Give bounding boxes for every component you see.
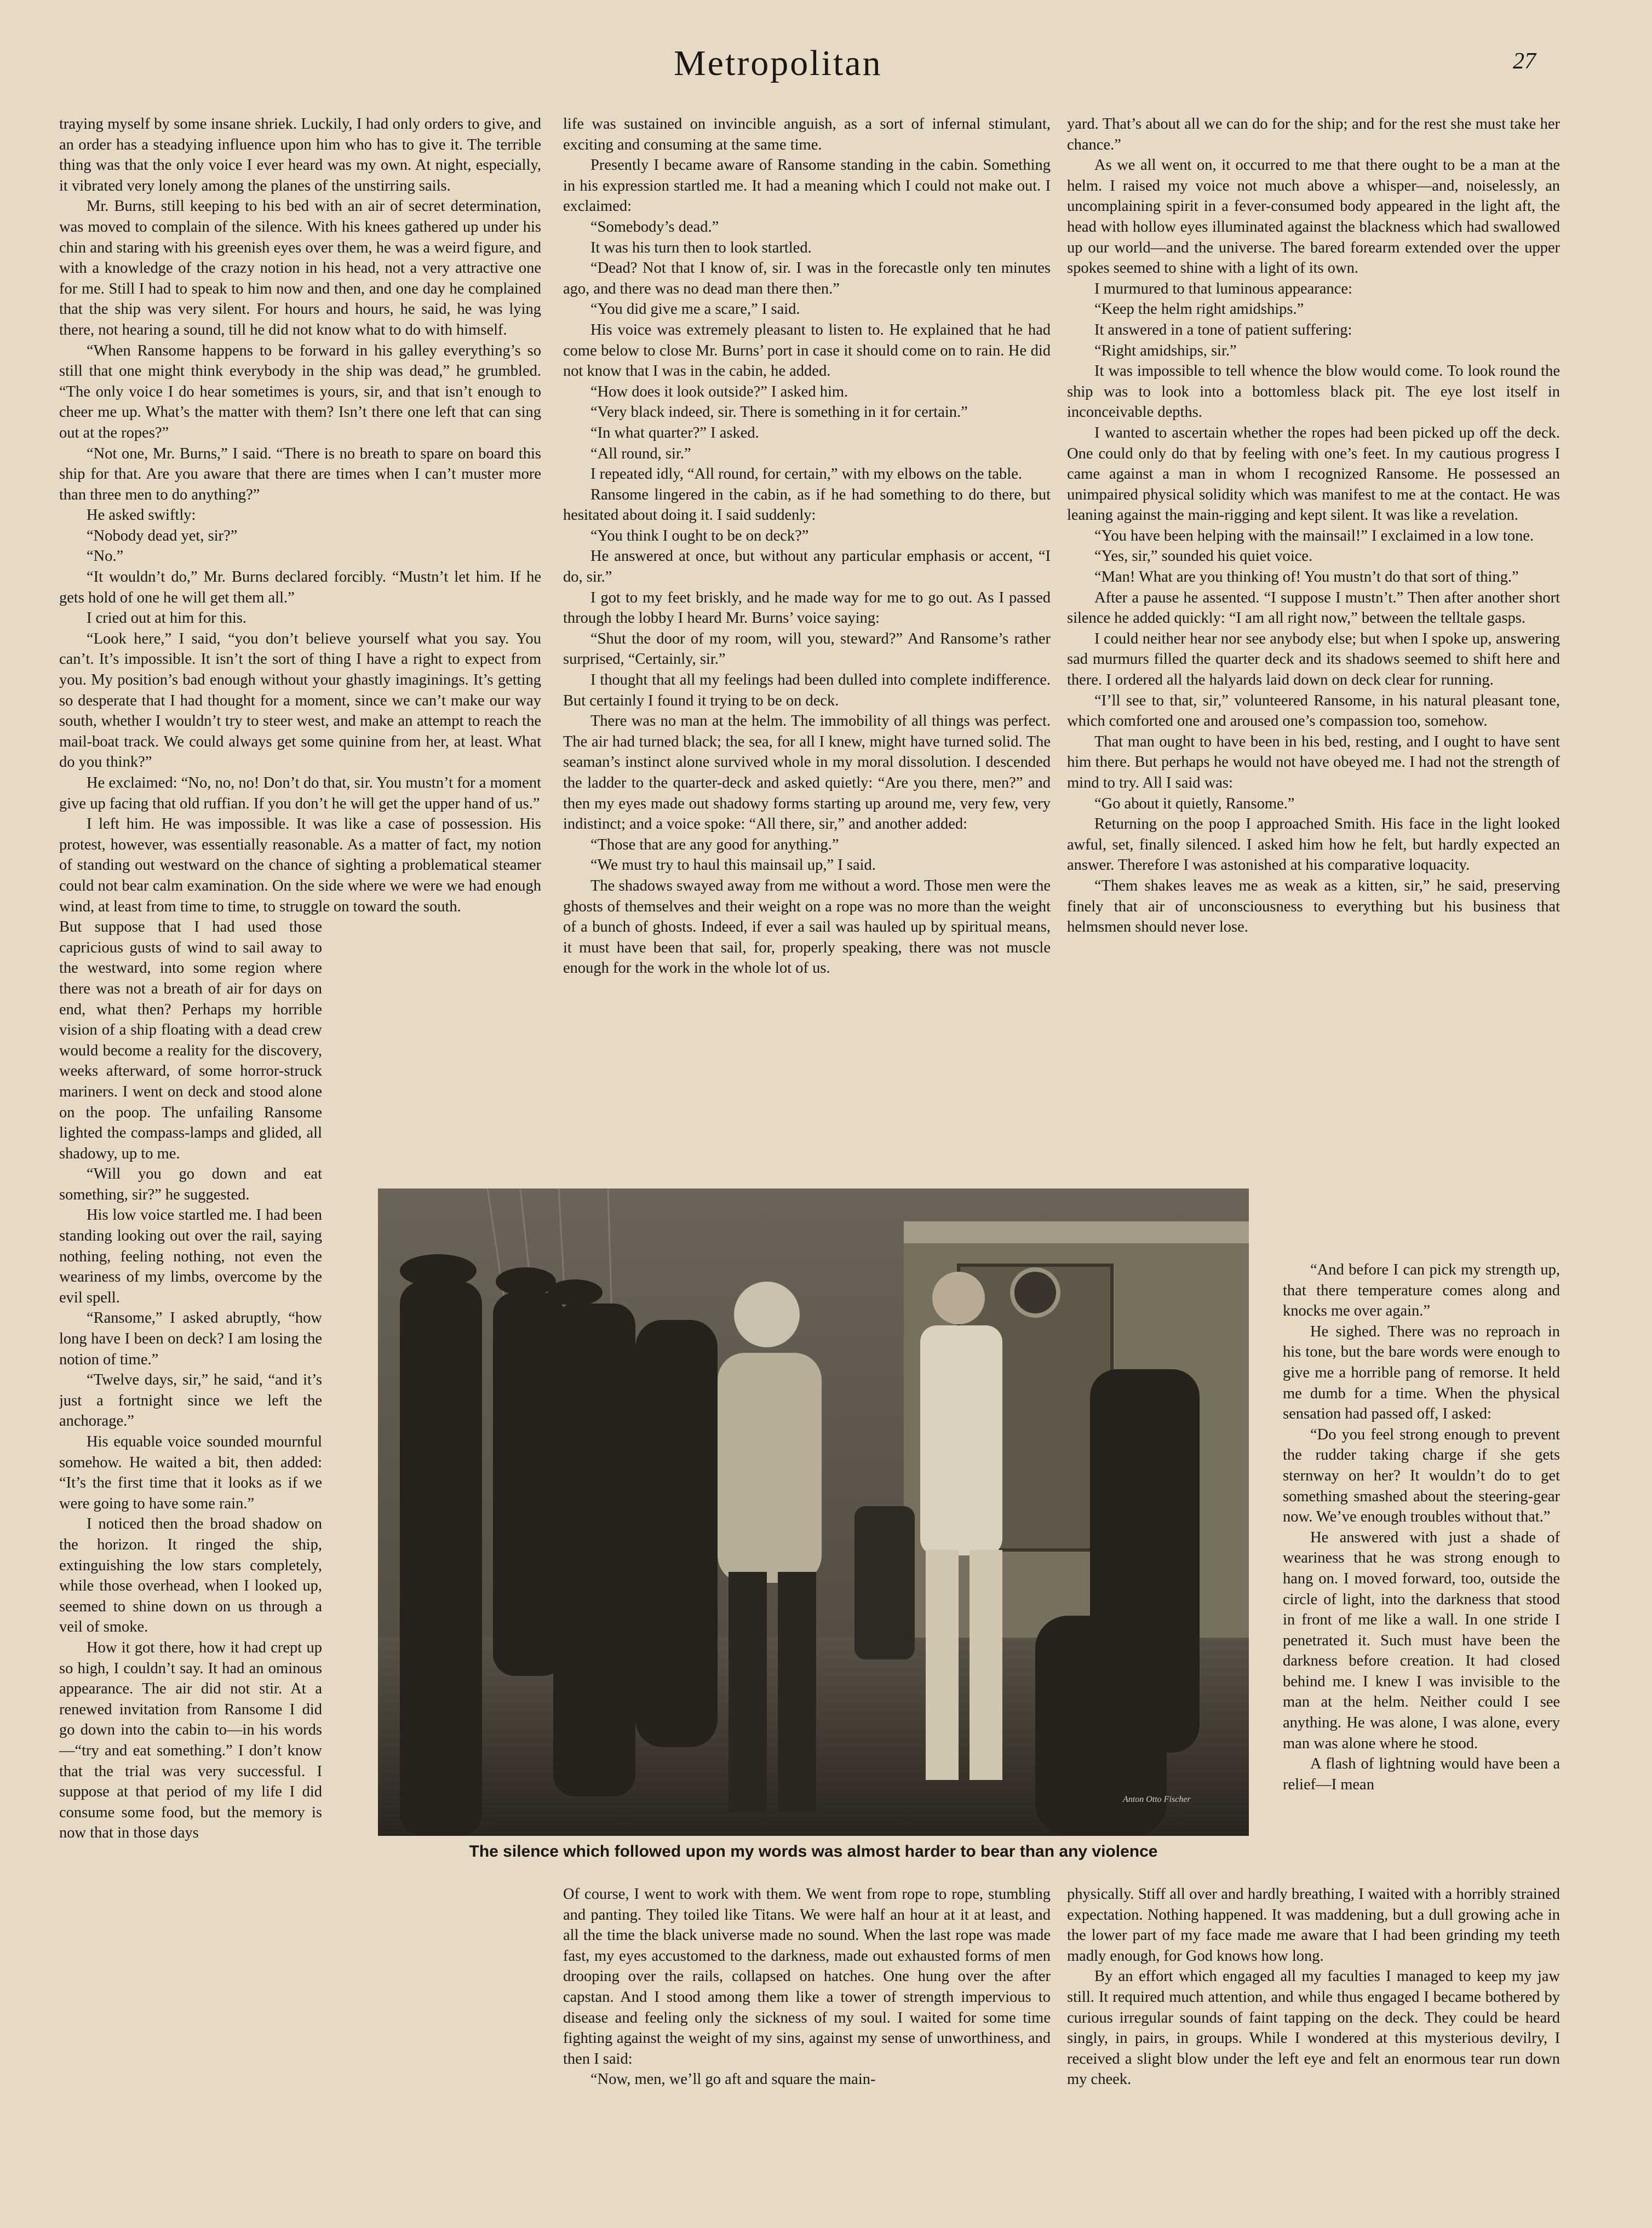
col1_narrow-paragraph: But suppose that I had used those capricious gusts of wind to sail away to the westward, into some region where there was not a breath of air for days on end, what then? Perhaps my horrible vision of a ship floating with a dead crew would become a reality for the discovery, weeks afterward, of some horror-struck mariners. I went on deck and stood alone on the poop. The unfailing Ransome lighted the compass-lamps and glided, all shadowy, up to me. bbox=[59, 918, 322, 1162]
column-1-body bbox=[59, 114, 541, 917]
col2-paragraph: “Dead? Not that I know of, sir. I was in the forecastle only ten minutes ago, and there was no dead man there then.” bbox=[563, 260, 1051, 297]
col1-paragraph: “When Ransome happens to be forward in his galley everything’s so still that one might think everybody in the ship was dead,” he grumbled. “The only voice I do hear sometimes is yours, sir, and that isn’t enough to cheer me up. What’s the matter with them? Isn’t there one left that can sing out at the ropes?” bbox=[59, 342, 541, 441]
col1_narrow-paragraph: “Twelve days, sir,” he said, “and it’s just a fortnight since we left the anchorage.” bbox=[59, 1371, 322, 1430]
col2-paragraph: life was sustained on invincible anguish, as a sort of infernal stimulant, exciting and consuming at the same time. bbox=[563, 116, 1051, 153]
col1-paragraph: “Not one, Mr. Burns,” I said. “There is no breath to spare on board this ship for that. Are you aware that there are times when I can’t muster more than three men to do anything?” bbox=[59, 445, 541, 503]
col3-paragraph: “Keep the helm right amidships.” bbox=[1094, 301, 1304, 318]
column-1-narrow-body bbox=[59, 917, 322, 1844]
col3-paragraph: I murmured to that luminous appearance: bbox=[1094, 280, 1352, 297]
col3-paragraph: I could neither hear nor see anybody else; but when I spoke up, answering sad murmurs filled the quarter deck and its shadows seemed to shift here and there. I ordered all the halyards laid down on deck clear for running. bbox=[1067, 630, 1560, 689]
col3b-paragraph: He answered with just a shade of weariness that he was strong enough to hang on. I moved forward, too, outside the circle of light, into the darkness that stood in front of me like a wall. In one stride I penetrated it. Such must have been the darkness before creation. It had closed behind me. I knew I was invisible to the man at the helm. Neither could I see anything. He was alone, I was alone, every man was alone where he stood. bbox=[1283, 1529, 1560, 1752]
illustration-caption: The silence which followed upon my words was almost harder to bear than any violence bbox=[469, 1842, 1158, 1861]
col1-paragraph: Mr. Burns, still keeping to his bed with an air of secret determination, was moved to complain of the silence. With his knees gathered up under his chin and staring with his greenish eyes over them, he was a weird figure, and with a knowledge of the crazy notion in his head, not a very attractive one for me. Still I had to speak to him now and then, and one day he complained that the ship was very silent. For hours and hours, he said, he was lying there, not hearing a sound, till he did not know what to do with himself. bbox=[59, 198, 541, 338]
col2-paragraph: “You think I ought to be on deck?” bbox=[590, 527, 809, 544]
column-3 bbox=[1067, 114, 1560, 1256]
col2-paragraph: “Those that are any good for anything.” bbox=[590, 836, 839, 853]
col3-paragraph: That man ought to have been in his bed, resting, and I ought to have sent him there. But perhaps he would not have obeyed me. I had not the strength of mind to try. All I said was: bbox=[1067, 733, 1560, 791]
col1-paragraph: I left him. He was impossible. It was like a case of possession. His protest, however, was essentially reasonable. As a matter of fact, my notion of standing out westward on the chance of sighting a problematical steamer could not bear calm examination. On the side where we were we had enough wind, at least from time to time, to struggle on toward the south. bbox=[59, 816, 541, 915]
col2-paragraph: His voice was extremely pleasant to listen to. He explained that he had come below to close Mr. Burns’ port in case it should come on to rain. He did not know that I was in the cabin, he added. bbox=[563, 321, 1051, 380]
column-2-lower bbox=[563, 1884, 1051, 2213]
col3-paragraph: It was impossible to tell whence the blow would come. To look round the ship was to look into a bottomless black pit. The eye lost itself in inconceivable depths. bbox=[1067, 363, 1560, 421]
col3-paragraph: “Yes, sir,” sounded his quiet voice. bbox=[1094, 548, 1313, 565]
col1-paragraph: “It wouldn’t do,” Mr. Burns declared forcibly. “Mustn’t let him. If he gets hold of one he will get them all.” bbox=[59, 569, 541, 606]
col3-paragraph: It answered in a tone of patient suffering: bbox=[1094, 321, 1352, 338]
col3-paragraph: “Them shakes leaves me as weak as a kitten, sir,” he said, preserving finely that air of unconsciousness to everything but his business that helmsmen should never lose. bbox=[1067, 877, 1560, 936]
col2-paragraph: “We must try to haul this mainsail up,” I said. bbox=[590, 857, 876, 874]
col3-paragraph: “Right amidships, sir.” bbox=[1094, 342, 1237, 359]
col1_narrow-paragraph: How it got there, how it had crept up so high, I couldn’t say. It had an ominous appearance. The air did not stir. At a renewed invitation from Ransome I did go down into the cabin to—in his words—“try and eat something.” I don’t know that the trial was very successful. I suppose at that period of my life I did consume some food, but the memory is now that in those days bbox=[59, 1639, 322, 1842]
col3b-paragraph: “And before I can pick my strength up, that there temperature comes along and knocks me over again.” bbox=[1283, 1261, 1560, 1320]
col1-paragraph: He exclaimed: “No, no, no! Don’t do that, sir. You mustn’t for a moment give up facing that old ruffian. If you don’t he will get the upper hand of us.” bbox=[59, 774, 541, 812]
col1_narrow-paragraph: His low voice startled me. I had been standing looking out over the rail, saying nothing, feeling nothing, not even the weariness of my limbs, overcome by the evil spell. bbox=[59, 1207, 322, 1306]
col1-paragraph: “Nobody dead yet, sir?” bbox=[87, 527, 238, 544]
col2-paragraph: “How does it look outside?” I asked him. bbox=[590, 383, 848, 400]
col3-paragraph: I wanted to ascertain whether the ropes had been picked up off the deck. One could only do that by feeling with one’s feet. In my cautious progress I came against a man in whom I recognized Ransome. He possessed an unimpaired physical solidity which was manifest to me at the contact. He was leaning against the main-rigging and kept silent. It was like a revelation. bbox=[1067, 424, 1560, 524]
col3b-paragraph: “Do you feel strong enough to prevent the rudder taking charge if she gets sternway on her? It wouldn’t do to get something smashed about the steering-gear now. We’ve enough troubles without that.” bbox=[1283, 1426, 1560, 1526]
col3c-paragraph: physically. Stiff all over and hardly breathing, I waited with a horribly strained expectation. Nothing happened. It was maddening, but a dull growing ache in the lower part of my face made me aware that I had been grinding my teeth madly enough, for God knows how long. bbox=[1067, 1886, 1560, 1965]
col1-paragraph: “Look here,” I said, “you don’t believe yourself what you say. You can’t. It’s impossible. It isn’t the sort of thing I have a right to expect from you. My position’s bad enough without your ghastly imaginings. It’s getting so desperate that I had thought for a moment, since we can’t make our way south, whether I wouldn’t try to steer west, and make an attempt to reach the mail-boat track. We could always get some quinine from her, at least. What do you think?” bbox=[59, 630, 541, 771]
col3-paragraph: “I’ll see to that, sir,” volunteered Ransome, in his natural pleasant tone, which comforted one and aroused one’s compassion too, somehow. bbox=[1067, 692, 1560, 730]
column-1 bbox=[59, 114, 541, 2228]
col1-paragraph: traying myself by some insane shriek. Luckily, I had only orders to give, and an order has a steadying influence upon him who has to give it. The terrible thing was that the only voice I ever heard was my own. At night, especially, it vibrated very lonely among the planes of the unstirring sails. bbox=[59, 116, 541, 194]
col3-paragraph: “You have been helping with the mainsail!” I exclaimed in a low tone. bbox=[1094, 527, 1534, 544]
magazine-title: Metropolitan bbox=[674, 43, 882, 83]
page-number: 27 bbox=[1513, 49, 1536, 74]
col2-paragraph: “You did give me a scare,” I said. bbox=[590, 301, 800, 318]
col3c-paragraph: By an effort which engaged all my faculties I managed to keep my jaw still. It required much attention, and while thus engaged I became bothered by curious irregular sounds of faint tapping on the deck. They could be heard singly, in pairs, in groups. While I wondered at this mysterious devilry, I received a slight blow under the left eye and felt an enormous tear run down my cheek. bbox=[1067, 1968, 1560, 2088]
col1_narrow-paragraph: “Ransome,” I asked abruptly, “how long have I been on deck? I am losing the notion of time.” bbox=[59, 1310, 322, 1368]
column-2 bbox=[563, 114, 1051, 1171]
col2-paragraph: It was his turn then to look startled. bbox=[590, 239, 812, 256]
col3-paragraph: “Man! What are you thinking of! You mustn’t do that sort of thing.” bbox=[1094, 569, 1519, 586]
col2-paragraph: “Shut the door of my room, will you, steward?” And Ransome’s rather surprised, “Certainly, sir.” bbox=[563, 630, 1051, 668]
col3b-paragraph: A flash of lightning would have been a relief—I mean bbox=[1283, 1755, 1560, 1793]
col1_narrow-paragraph: I noticed then the broad shadow on the horizon. It ringed the ship, extinguishing the low stars completely, while those overhead, when I looked up, seemed to shine down on us through a veil of smoke. bbox=[59, 1515, 322, 1636]
col2-paragraph: “Somebody’s dead.” bbox=[590, 218, 719, 236]
col2-paragraph: I repeated idly, “All round, for certain,” with my elbows on the table. bbox=[590, 466, 1022, 483]
col3-paragraph: After a pause he assented. “I suppose I mustn’t.” Then after another short silence he added quickly: “I am all right now,” between the telltale gasps. bbox=[1067, 589, 1560, 627]
col2b-paragraph: Of course, I went to work with them. We went from rope to rope, stumbling and panting. They toiled like Titans. We were half an hour at it at least, and all the time the black universe made no sound. When the last rope was made fast, my eyes accustomed to the darkness, made out exhausted forms of men drooping over the rails, collapsed on hatches. One hung over the after capstan. And I stood among them like a tower of strength impervious to disease and feeling only the sickness of my soul. I waited for some time fighting against the weight of my sins, against my sense of unworthiness, and then I said: bbox=[563, 1886, 1051, 2068]
column-3-narrow bbox=[1283, 1260, 1560, 1895]
col2-paragraph: Ransome lingered in the cabin, as if he had something to do there, but hesitated about doing it. I said suddenly: bbox=[563, 486, 1051, 524]
col3b-paragraph: He sighed. There was no reproach in his tone, but the bare words were enough to give me a horrible pang of remorse. It held me dumb for a time. When the physical sensation had passed off, I asked: bbox=[1283, 1323, 1560, 1423]
col1_narrow-paragraph: His equable voice sounded mournful somehow. He waited a bit, then added: “It’s the first time that it looks as if we were going to have some rain.” bbox=[59, 1433, 322, 1512]
col2-paragraph: “Very black indeed, sir. There is something in it for certain.” bbox=[590, 404, 968, 421]
col2-paragraph: Presently I became aware of Ransome standing in the cabin. Something in his expression startled me. It had a meaning which I could not make out. I exclaimed: bbox=[563, 157, 1051, 215]
col2-paragraph: The shadows swayed away from me without a word. Those men were the ghosts of themselves and their weight on a rope was no more than the weight of a bunch of ghosts. Indeed, if ever a sail was hauled up by spiritual means, it must have been that sail, for, properly speaking, there was not muscle enough for the work in the whole lot of us. bbox=[563, 877, 1051, 977]
col2-paragraph: “All round, sir.” bbox=[590, 445, 691, 462]
ship-deck-illustration bbox=[378, 1188, 1249, 1836]
col1-paragraph: He asked swiftly: bbox=[87, 507, 196, 524]
col2-paragraph: “In what quarter?” I asked. bbox=[590, 424, 759, 441]
illustration-signature: Anton Otto Fischer bbox=[1123, 1795, 1191, 1804]
col2b-paragraph: “Now, men, we’ll go aft and square the main- bbox=[590, 2071, 876, 2088]
col3-paragraph: yard. That’s about all we can do for the ship; and for the rest she must take her chance.” bbox=[1067, 116, 1560, 153]
column-3-lower bbox=[1067, 1884, 1560, 2213]
col3-paragraph: “Go about it quietly, Ransome.” bbox=[1094, 795, 1295, 812]
col2-paragraph: There was no man at the helm. The immobility of all things was perfect. The air had turned black; the sea, for all I knew, might have turned solid. The seaman’s instinct alone survived whole in my moral dissolution. I descended the ladder to the quarter-deck and asked quietly: “Are you there, men?” and then my eyes made out shadowy forms starting up around me, very few, very indistinct; and a voice spoke: “All there, sir,” and another added: bbox=[563, 713, 1051, 833]
col2-paragraph: I thought that all my feelings had been dulled into complete indifference. But certainly I found it trying to be on deck. bbox=[563, 671, 1051, 709]
col2-paragraph: He answered at once, but without any particular emphasis or accent, “I do, sir.” bbox=[563, 548, 1051, 586]
col1-paragraph: I cried out at him for this. bbox=[87, 610, 247, 627]
col2-paragraph: I got to my feet briskly, and he made way for me to go out. As I passed through the lobby I heard Mr. Burns’ voice saying: bbox=[563, 589, 1051, 627]
col1_narrow-paragraph: “Will you go down and eat something, sir?” he suggested. bbox=[59, 1165, 322, 1203]
col3-paragraph: Returning on the poop I approached Smith. His face in the light looked awful, set, finally silenced. I asked him how he felt, but hardly expected an answer. Therefore I was astonished at his comparative loquacity. bbox=[1067, 816, 1560, 874]
col1-paragraph: “No.” bbox=[87, 548, 124, 565]
col3-paragraph: As we all went on, it occurred to me that there ought to be a man at the helm. I raised my voice not much above a whisper—and, noiselessly, an uncomplaining spirit in a fever-consumed body appeared in the light aft, the head with hollow eyes illuminated against the blackness which had swallowed up our world—and the universe. The bared forearm extended over the upper spokes seemed to shine with a light of its own. bbox=[1067, 157, 1560, 277]
illustration-drawing bbox=[378, 1188, 1249, 1836]
